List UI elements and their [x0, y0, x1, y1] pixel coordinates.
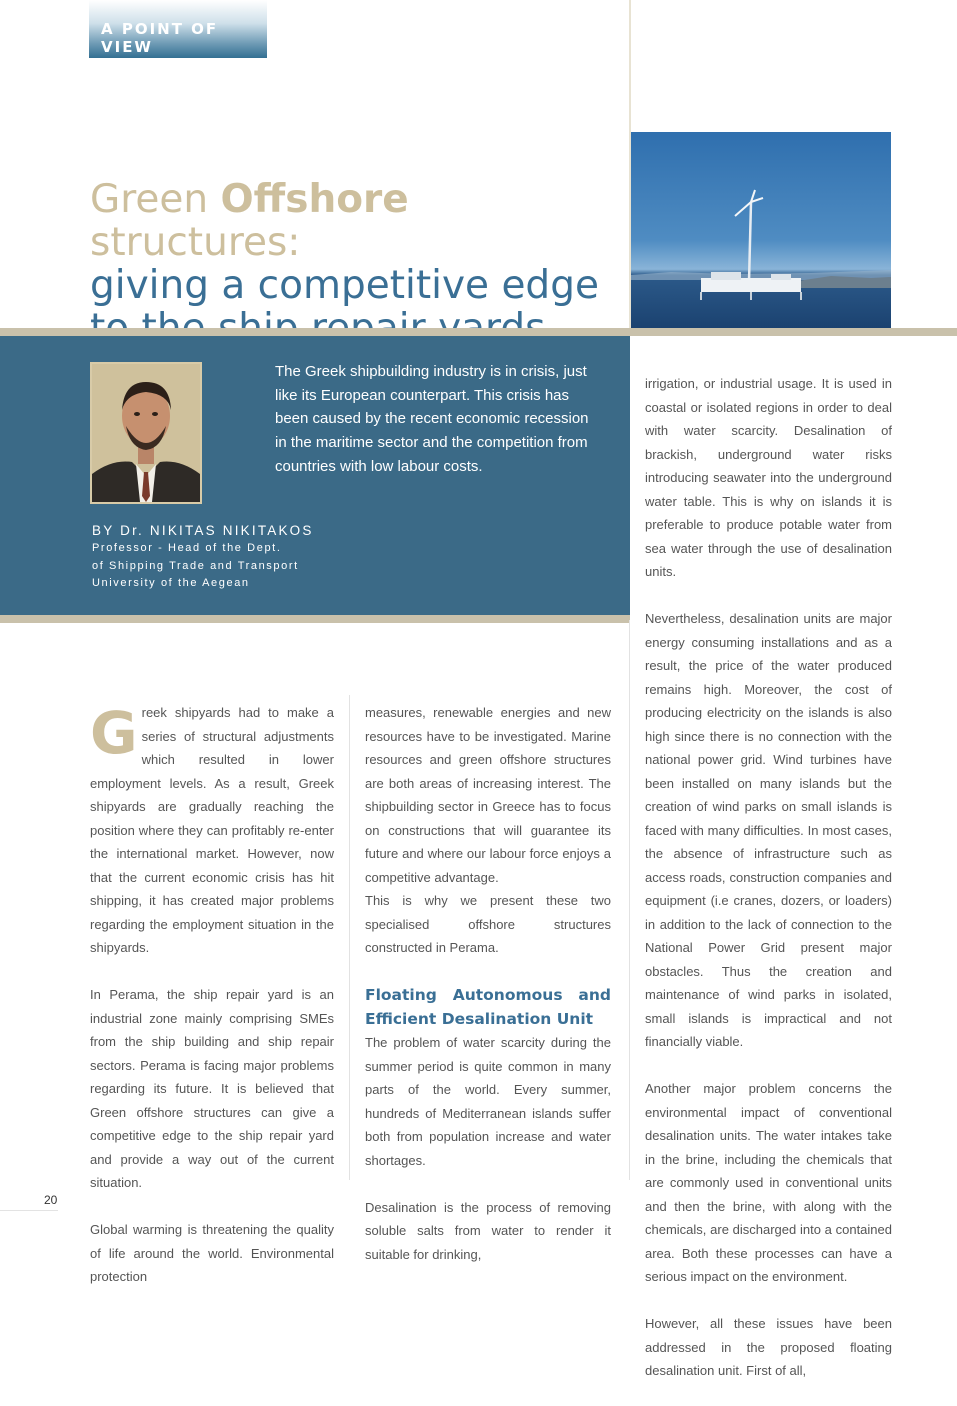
- offshore-platform-illustration: [631, 132, 891, 328]
- body-paragraph-11: However, all these issues have been addressed in the proposed floating desalination unit. First of all,: [645, 1316, 892, 1378]
- author-portrait-illustration: [92, 364, 200, 502]
- drop-cap: G: [90, 699, 138, 767]
- column-divider-1: [349, 695, 350, 1180]
- section-tab: [89, 0, 267, 58]
- body-column-3: [645, 372, 892, 1406]
- title-suffix: structures:: [90, 220, 301, 265]
- body-column-2: [365, 701, 611, 1290]
- section-label: A POINT OF VIEW: [101, 20, 219, 56]
- body-paragraph-2: In Perama, the ship repair yard is an industrial zone mainly comprising SMEs from the ship building and ship repair sectors. Perama is facing major problems regarding its future. It is believed that Green offshore structures can give a competitive edge to the ship repair yard and provide a way out of the current situation.: [90, 987, 334, 1190]
- title-strong-word: Offshore: [220, 177, 409, 222]
- divider-band-bottom: [0, 615, 630, 623]
- section-subheading: Floating Autonomous and Efficient Desalination Unit: [365, 986, 611, 1028]
- author-affiliation-1: Professor - Head of the Dept.: [92, 542, 282, 554]
- article-title: [90, 178, 610, 350]
- lead-paragraph: The Greek shipbuilding industry is in crisis, just like its European counterpart. This crisis has been caused by the recent economic recession in the maritime sector and the competition from countries with low labour costs.: [275, 363, 589, 475]
- body-paragraph-3: Global warming is threatening the quality of life around the world. Environmental protection: [90, 1222, 334, 1284]
- author-affiliation-3: University of the Aegean: [92, 577, 250, 589]
- body-paragraph-1: [90, 701, 334, 960]
- divider-band-top: [0, 328, 957, 336]
- column-divider-2: [629, 620, 630, 1180]
- title-prefix: Green: [90, 177, 221, 222]
- body-paragraph-8: irrigation, or industrial usage. It is used in coastal or isolated regions in order to deal with water scarcity. Desalination of brackish, underground water risks introducing seawater into the underground water table. This is why on islands it is preferable to produce potable water from sea water through the use of desalination units.: [645, 376, 892, 579]
- page-number-rule: [0, 1210, 58, 1211]
- page-number: 20: [44, 1193, 58, 1207]
- author-portrait: [90, 362, 202, 504]
- title-line-2: giving a competitive edge: [90, 263, 599, 308]
- body-paragraph-1-text: reek shipyards had to make a series of structural adjustments which resulted in lower employment levels. As a result, Greek shipyards are gradually reaching the position where they can profitably re-enter the international market. However, now that the current economic crisis has hit shipping, it has created major problems regarding the employment situation in the shipyards.: [90, 705, 334, 955]
- body-paragraph-9: Nevertheless, desalination units are major energy consuming installations and as a result, the price of the water produced remains high. Moreover, the cost of producing electricity on the islands is also high since there is no connection with the national power grid. Wind turbines have been installed on many islands but the creation of wind parks on small islands is faced with many difficulties. In most cases, the absence of infrastructure such as access roads, construction companies and equipment (i.e cranes, dozers, or loaders) in addition to the lack of connection to the National Power Grid present major obstacles. Thus the creation and maintenance of wind parks in isolated, small islands is impractical and not financially viable.: [645, 611, 892, 1049]
- body-paragraph-7: Desalination is the process of removing soluble salts from water to render it suitable for drinking,: [365, 1199, 611, 1262]
- author-byline: BY Dr. NIKITAS NIKITAKOS: [92, 523, 314, 538]
- author-block: [92, 522, 372, 593]
- wind-turbine-photo: [631, 132, 891, 328]
- body-paragraph-4: measures, renewable energies and new resources have to be investigated. Marine resources and green offshore structures are both areas of increasing interest. The shipbuilding sector in Greece has to focus on constructions that will guarantee its future and where our labour force enjoys a competitive advantage.: [365, 705, 611, 885]
- author-affiliation-2: of Shipping Trade and Transport: [92, 559, 299, 572]
- body-paragraph-10: Another major problem concerns the environmental impact of conventional desalination units. The water intakes take in the brine, including the chemicals that are commonly used in conventional units and then the brine, with along with the chemicals, are discharged into a contained area. Both these processes can have a serious impact on the environment.: [645, 1081, 892, 1284]
- body-column-1: [90, 701, 334, 1312]
- body-paragraph-6: The problem of water scarcity during the summer period is quite common in many parts of the world. Every summer, hundreds of Mediterranean islands suffer both from population increase and water shortages.: [365, 1035, 611, 1168]
- body-paragraph-5: This is why we present these two specialised offshore structures constructed in Perama.: [365, 893, 611, 955]
